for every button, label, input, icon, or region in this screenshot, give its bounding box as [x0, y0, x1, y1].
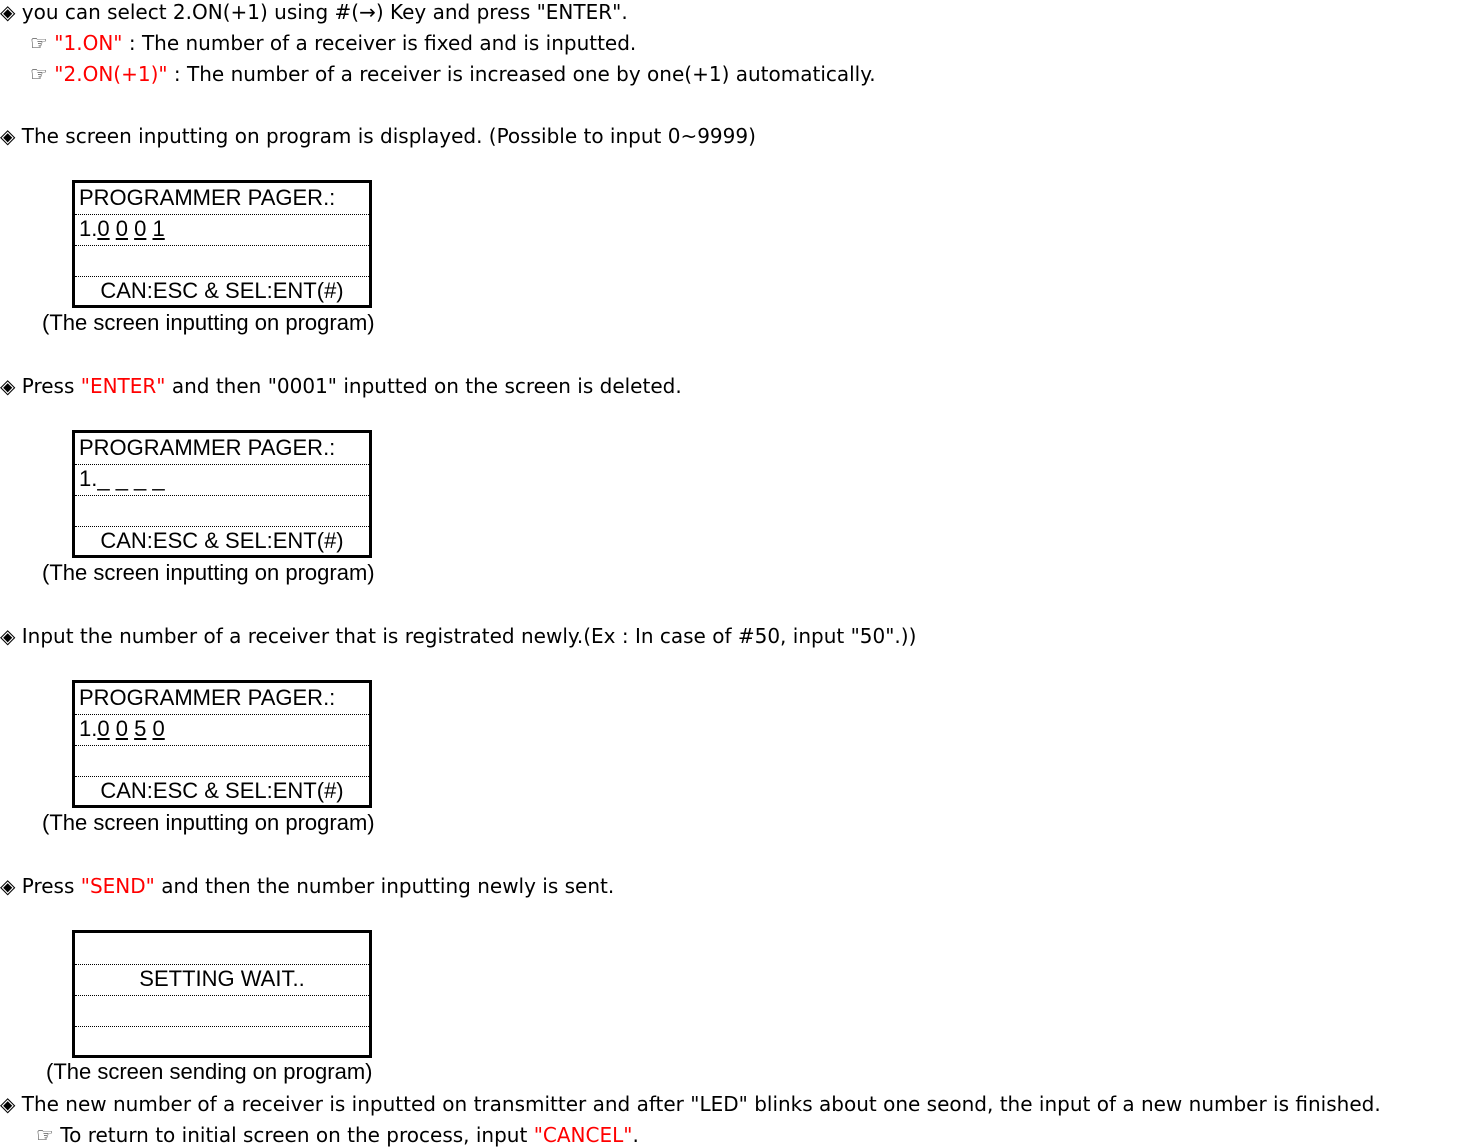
diamond-bullet-icon: ◈: [0, 374, 16, 398]
lcd-empty-row: [75, 933, 369, 963]
enter-key-label: "ENTER": [80, 374, 166, 398]
pointing-hand-icon: ☞: [36, 1123, 54, 1147]
lcd-screen-cleared: [72, 430, 372, 558]
step4-text-post: and then the number inputting newly is sent.: [154, 874, 615, 898]
intro-text: you can select 2.ON(+1) using #(→) Key and press "ENTER".: [21, 0, 628, 24]
option-on-plus-label: "2.ON(+1)": [54, 62, 168, 86]
lcd-digit: 0: [152, 716, 165, 741]
lcd-empty-row: [75, 745, 369, 775]
lcd-digit: 0: [97, 216, 110, 241]
lcd-empty-row: [75, 245, 369, 275]
pointing-hand-icon: ☞: [30, 62, 48, 86]
lcd-empty-row: [75, 495, 369, 525]
lcd-screen-sending: [72, 930, 372, 1058]
send-key-label: "SEND": [80, 874, 155, 898]
screen-caption: (The screen inputting on program): [42, 560, 375, 585]
final-line: [0, 1092, 1381, 1116]
step3-text: Input the number of a receiver that is registrated newly.(Ex : In case of #50, input "50".)): [21, 624, 917, 648]
step1-text: The screen inputting on program is displayed. (Possible to input 0~9999): [21, 124, 756, 148]
intro-note-on: [30, 31, 636, 55]
lcd-footer: CAN:ESC & SEL:ENT(#): [100, 528, 344, 553]
lcd-footer: CAN:ESC & SEL:ENT(#): [100, 278, 344, 303]
final-note: [36, 1123, 639, 1147]
intro-note-on-plus: [30, 62, 876, 86]
lcd-value-row: [75, 214, 369, 244]
cancel-key-label: "CANCEL": [533, 1123, 633, 1147]
lcd-message: SETTING WAIT..: [139, 966, 305, 991]
lcd-value-row: 1._ _ _ _: [79, 466, 165, 491]
option-on-label: "1.ON": [54, 31, 123, 55]
lcd-digit: 0: [115, 716, 128, 741]
diamond-bullet-icon: ◈: [0, 1092, 16, 1116]
step4-line: [0, 874, 614, 898]
lcd-digit: 0: [134, 216, 147, 241]
lcd-digit: 0: [97, 716, 110, 741]
final-note-pre: To return to initial screen on the process, input: [60, 1123, 534, 1147]
step3-line: [0, 624, 916, 648]
lcd-screen-input: [72, 180, 372, 308]
lcd-empty-row: [75, 1026, 369, 1056]
lcd-title: PROGRAMMER PAGER.:: [79, 435, 336, 460]
lcd-prefix: 1.: [79, 716, 98, 741]
intro-line: [0, 0, 628, 24]
screen-caption: (The screen sending on program): [46, 1059, 373, 1084]
diamond-bullet-icon: ◈: [0, 124, 16, 148]
option-on-desc: : The number of a receiver is fixed and is inputted.: [122, 31, 637, 55]
step2-text-post: and then "0001" inputted on the screen is deleted.: [165, 374, 682, 398]
final-note-post: .: [632, 1123, 639, 1147]
screen-caption: (The screen inputting on program): [42, 310, 375, 335]
step2-text-pre: Press: [21, 374, 81, 398]
diamond-bullet-icon: ◈: [0, 0, 16, 24]
diamond-bullet-icon: ◈: [0, 874, 16, 898]
lcd-digit: 1: [152, 216, 165, 241]
step4-text-pre: Press: [21, 874, 81, 898]
lcd-digit: 5: [134, 716, 147, 741]
diamond-bullet-icon: ◈: [0, 624, 16, 648]
lcd-digit: 0: [115, 216, 128, 241]
lcd-title: PROGRAMMER PAGER.:: [79, 685, 336, 710]
lcd-title: PROGRAMMER PAGER.:: [79, 185, 336, 210]
step2-line: [0, 374, 682, 398]
pointing-hand-icon: ☞: [30, 31, 48, 55]
step1-line: [0, 124, 756, 148]
final-text: The new number of a receiver is inputted on transmitter and after "LED" blinks about one seond, the input of a new number is finished.: [21, 1092, 1381, 1116]
lcd-footer: CAN:ESC & SEL:ENT(#): [100, 778, 344, 803]
lcd-empty-row: [75, 995, 369, 1025]
lcd-screen-new-number: [72, 680, 372, 808]
option-on-plus-desc: : The number of a receiver is increased one by one(+1) automatically.: [167, 62, 876, 86]
screen-caption: (The screen inputting on program): [42, 810, 375, 835]
lcd-prefix: 1.: [79, 216, 98, 241]
lcd-value-row: [75, 714, 369, 744]
